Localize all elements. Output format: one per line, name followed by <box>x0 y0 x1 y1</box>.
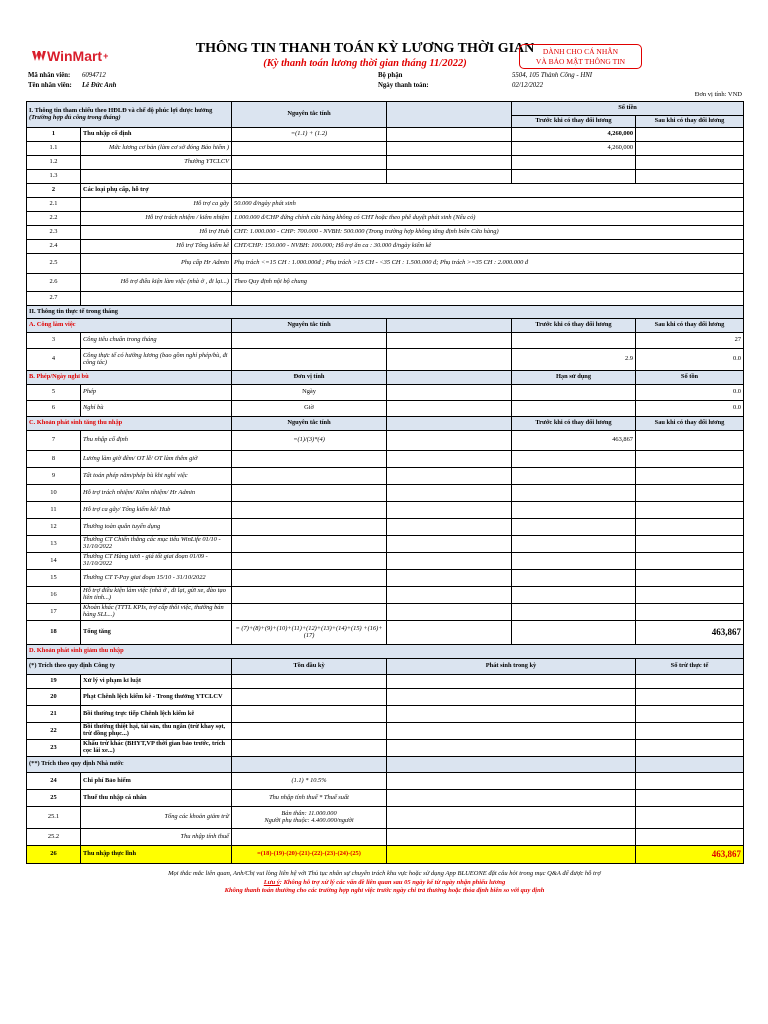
cell <box>636 604 744 621</box>
cell: Bản thân: 11.000.000 Người phụ thuộc: 4.400.000/người <box>232 807 387 829</box>
cell: Tổng các khoản giảm trừ <box>81 807 232 829</box>
cell: 22 <box>27 723 81 740</box>
empty-cell <box>387 431 512 451</box>
cell <box>232 184 744 198</box>
cell: 10 <box>27 485 81 502</box>
section1-title-note: (Trường hợp đủ công trong tháng) <box>29 113 121 121</box>
cell: A. Công làm việc <box>27 319 232 333</box>
section1-title-text: I. Thông tin tham chiếu theo HĐLĐ và chế độ phúc lợi được hưởng <box>29 106 213 114</box>
cell: (**) Trích theo quy định Nhà nước <box>27 757 232 773</box>
table-row <box>27 184 744 198</box>
cell: 1 <box>27 128 81 142</box>
table-row <box>27 689 744 706</box>
cell: 0.0 <box>636 349 744 371</box>
cell <box>636 485 744 502</box>
empty-cell <box>232 757 387 773</box>
empty-cell <box>387 485 512 502</box>
table-row <box>27 212 744 226</box>
cell <box>512 536 636 553</box>
cell <box>512 468 636 485</box>
cell <box>636 468 744 485</box>
cell: 0.0 <box>636 385 744 401</box>
confidential-badge <box>519 44 642 69</box>
cell: Công thực tế có hưởng lương (bao gồm nghỉ phép/bù, đi công tác) <box>81 349 232 371</box>
empty-cell <box>387 773 636 790</box>
empty-cell <box>387 757 636 773</box>
cell: Thu nhập thực lĩnh <box>81 846 232 864</box>
cell: 463,867 <box>636 621 744 645</box>
cell: 23 <box>27 740 81 757</box>
cell: 24 <box>27 773 81 790</box>
empty-cell <box>387 790 636 807</box>
cell <box>636 570 744 587</box>
table-row <box>27 706 744 723</box>
emp-name-label: Tên nhân viên: <box>28 82 72 89</box>
emp-id-label: Mã nhân viên: <box>28 72 71 79</box>
section-b-header <box>27 371 744 385</box>
cell: Hỗ trợ ca gãy/ Tổng kiểm kê/ Hub <box>81 502 232 519</box>
cell: Nguyên tắc tính <box>232 102 387 128</box>
cell <box>512 587 636 604</box>
cell <box>636 128 744 142</box>
table-row <box>27 156 744 170</box>
cell: 26 <box>27 846 81 864</box>
table-row <box>27 536 744 553</box>
table-row <box>27 773 744 790</box>
empty-cell <box>387 536 512 553</box>
cell <box>232 468 387 485</box>
cell: 20 <box>27 689 81 706</box>
cell: 2.1 <box>27 198 81 212</box>
cell: Sau khi có thay đổi lương <box>636 417 744 431</box>
empty-cell <box>636 740 744 757</box>
empty-cell <box>387 417 512 431</box>
emp-name: Lê Đức Anh <box>82 82 117 89</box>
table-row <box>27 431 744 451</box>
cell <box>636 170 744 184</box>
cell: D. Khoản phát sinh giảm thu nhập <box>27 645 744 659</box>
cell: 25.1 <box>27 807 81 829</box>
cell: Đơn vị tính <box>232 371 387 385</box>
table-row <box>27 385 744 401</box>
empty-cell <box>636 675 744 689</box>
table-row <box>27 570 744 587</box>
winmart-logo-icon <box>32 50 46 62</box>
empty-cell <box>387 401 512 417</box>
cell <box>512 451 636 468</box>
footer-contact <box>26 870 743 877</box>
cell: Trước khi có thay đổi lương <box>512 116 636 128</box>
cell <box>81 170 232 184</box>
cell: 7 <box>27 431 81 451</box>
cell <box>636 587 744 604</box>
cell: 2.7 <box>27 292 81 306</box>
empty-cell <box>387 102 512 128</box>
dept-label: Bộ phận <box>378 72 403 79</box>
cell: 4,260,000 <box>512 128 636 142</box>
table-row <box>27 675 744 689</box>
cell: =(1)/(3)*(4) <box>232 431 387 451</box>
cell: 2.3 <box>27 226 81 240</box>
cell <box>512 519 636 536</box>
table-row <box>27 790 744 807</box>
cell: 1.2 <box>27 156 81 170</box>
cell: Phụ cấp Hr Admin <box>81 254 232 274</box>
cell <box>512 570 636 587</box>
empty-cell <box>387 689 636 706</box>
cell <box>232 587 387 604</box>
empty-cell <box>387 807 636 829</box>
dept: 5504, 105 Thành Công - HNI <box>512 72 593 79</box>
cell: Thuế thu nhập cá nhân <box>81 790 232 807</box>
empty-cell <box>387 156 512 170</box>
cell: Số trừ thực tế <box>636 659 744 675</box>
cell: Hỗ trợ trách nhiệm / kiêm nhiệm <box>81 212 232 226</box>
footer-line1: Mọi thắc mắc liên quan, Anh/Chị vui lòng liên hệ với Thủ tục nhân sự chuyên trách khu vực hoặc sử dụng App BLUEONE đặt câu hỏi trong mục Q&A để được hỗ trợ <box>168 870 601 877</box>
cell <box>512 170 636 184</box>
emp-id: 6094712 <box>82 72 106 79</box>
empty-cell <box>636 723 744 740</box>
cell: 27 <box>636 333 744 349</box>
empty-cell <box>387 621 512 645</box>
cell: Hỗ trợ trách nhiệm/ Kiêm nhiệm/ Hr Admin <box>81 485 232 502</box>
cell: 25 <box>27 790 81 807</box>
empty-cell <box>387 502 512 519</box>
cell <box>232 156 387 170</box>
cell: 463,867 <box>512 431 636 451</box>
cell: 3 <box>27 333 81 349</box>
paydate-label: Ngày thanh toán: <box>378 82 429 89</box>
cell: Thu nhập cố định <box>81 128 232 142</box>
cell <box>636 519 744 536</box>
cell: 13 <box>27 536 81 553</box>
section-c-header <box>27 417 744 431</box>
page-subtitle: (Kỳ thanh toán lương thời gian tháng 11/2022) <box>263 58 467 69</box>
cell: Theo Quy định nội bộ chung <box>232 274 744 292</box>
conf-line1: DÀNH CHO CÁ NHÂN <box>542 47 619 56</box>
empty-cell <box>387 604 512 621</box>
section-d-sub2 <box>27 757 744 773</box>
cell: 18 <box>27 621 81 645</box>
footer-note-label: Lưu ý <box>263 879 280 886</box>
table-row <box>27 502 744 519</box>
cell: Hỗ trợ ca gãy <box>81 198 232 212</box>
cell: Giờ <box>232 401 387 417</box>
cell <box>232 142 387 156</box>
empty-cell <box>387 675 636 689</box>
cell <box>232 170 387 184</box>
table-row <box>27 349 744 371</box>
cell <box>232 349 387 371</box>
cell: Mức lương cơ bản (làm cơ sở đóng Bảo hiểm ) <box>81 142 232 156</box>
cell: Thu nhập tính thuế <box>81 829 232 846</box>
cell: Hạn sử dụng <box>512 371 636 385</box>
cell: Thưởng CT Hàng tươi - giá tốt giai đoạn 01/09 - 31/10/2022 <box>81 553 232 570</box>
empty-cell <box>387 142 512 156</box>
empty-cell <box>636 757 744 773</box>
table-row <box>27 292 744 306</box>
empty-cell <box>387 570 512 587</box>
cell: Thưởng CT T-Pay giai đoạn 15/10 - 31/10/2022 <box>81 570 232 587</box>
cell: 463,867 <box>636 846 744 864</box>
cell: 4,260,000 <box>512 142 636 156</box>
cell: 1.3 <box>27 170 81 184</box>
cell <box>232 553 387 570</box>
table-row <box>27 240 744 254</box>
brand-plus: + <box>103 51 109 61</box>
cell <box>636 502 744 519</box>
cell <box>512 485 636 502</box>
cell: Tổng tăng <box>81 621 232 645</box>
empty-cell <box>232 723 387 740</box>
cell: Sau khi có thay đổi lương <box>636 319 744 333</box>
cell: Hỗ trợ Tổng kiểm kê <box>81 240 232 254</box>
cell <box>512 401 636 417</box>
cell: Phạt Chênh lệch kiểm kê - Trong thưởng YTCLCV <box>81 689 232 706</box>
empty-cell <box>636 790 744 807</box>
table-row <box>27 226 744 240</box>
page-title: THÔNG TIN THANH TOÁN KỲ LƯƠNG THỜI GIAN <box>195 41 535 56</box>
cell: II. Thông tin thực tế trong tháng <box>27 306 744 319</box>
table-row <box>27 198 744 212</box>
table-row <box>27 333 744 349</box>
empty-cell <box>232 675 387 689</box>
cell: Nghỉ bù <box>81 401 232 417</box>
cell: Thu nhập tính thuế * Thuế suất <box>232 790 387 807</box>
cell: Chi phí Bảo hiểm <box>81 773 232 790</box>
cell: Tất toán phép năm/phép bù khi nghỉ việc <box>81 468 232 485</box>
empty-cell <box>387 829 636 846</box>
cell: 2.2 <box>27 212 81 226</box>
cell: Phụ trách <=15 CH : 1.000.000đ ; Phụ trách >15 CH - <35 CH : 1.500.000 đ; Phụ trách >=35 CH : 2.000.000 đ <box>232 254 744 274</box>
section1-header <box>27 102 744 116</box>
cell: 50.000 đ/ngày phát sinh <box>232 198 744 212</box>
paydate: 02/12/2022 <box>512 82 543 89</box>
cell: Sau khi có thay đổi lương <box>636 116 744 128</box>
cell <box>232 485 387 502</box>
table-row <box>27 401 744 417</box>
cell <box>512 385 636 401</box>
cell: 5 <box>27 385 81 401</box>
brand-logo <box>32 48 108 64</box>
table-row <box>27 274 744 292</box>
section1-title <box>27 102 232 128</box>
empty-cell <box>387 706 636 723</box>
cell: 16 <box>27 587 81 604</box>
empty-cell <box>387 451 512 468</box>
cell <box>232 292 744 306</box>
empty-cell <box>387 385 512 401</box>
cell <box>232 536 387 553</box>
cell: 1.1 <box>27 142 81 156</box>
table-row <box>27 553 744 570</box>
empty-cell <box>636 689 744 706</box>
table-row <box>27 740 744 757</box>
section-d-header <box>27 645 744 659</box>
footer-note <box>26 879 743 886</box>
cell: 19 <box>27 675 81 689</box>
cell: Bồi thường trực tiếp Chênh lệch kiểm kê <box>81 706 232 723</box>
empty-cell <box>387 170 512 184</box>
total-row <box>27 621 744 645</box>
cell: 2.4 <box>27 240 81 254</box>
cell: Số tiền <box>512 102 744 116</box>
empty-cell <box>387 740 636 757</box>
cell: B. Phép/Ngày nghỉ bù <box>27 371 232 385</box>
cell <box>636 142 744 156</box>
table-row <box>27 170 744 184</box>
table-row <box>27 807 744 829</box>
empty-cell <box>232 740 387 757</box>
cell: 2.6 <box>27 274 81 292</box>
empty-cell <box>387 371 512 385</box>
cell: = (7)+(8)+(9)+(10)+(11)+(12)+(13)+(14)+(15) +(16)+(17) <box>232 621 387 645</box>
footer-line2: : Không hỗ trợ xử lý các vấn đề liên quan sau 05 ngày kể từ ngày nhận phiếu lương <box>279 879 506 886</box>
cell: 6 <box>27 401 81 417</box>
cell: 2 <box>27 184 81 198</box>
cell <box>232 502 387 519</box>
cell <box>636 536 744 553</box>
cell: CHT: 1.000.000 - CHP: 700.000 - NVBH: 500.000 (Trong trường hợp không tăng định biên Cửa hàng) <box>232 226 744 240</box>
cell: 2.5 <box>27 254 81 274</box>
empty-cell <box>636 807 744 829</box>
cell: CHT/CHP: 150.000 - NVBH: 100.000; Hỗ trợ ăn ca : 30.000 đ/ngày kiểm kê <box>232 240 744 254</box>
empty-cell <box>387 587 512 604</box>
cell <box>232 519 387 536</box>
cell: =(18)-(19)-(20)-(21)-(22)-(23)-(24)-(25) <box>232 846 387 864</box>
table-row <box>27 723 744 740</box>
cell <box>232 333 387 349</box>
cell: 2.9 <box>512 349 636 371</box>
cell <box>512 604 636 621</box>
empty-cell <box>387 128 512 142</box>
cell: 11 <box>27 502 81 519</box>
table-row <box>27 519 744 536</box>
empty-cell <box>512 621 636 645</box>
cell <box>232 604 387 621</box>
cell <box>636 431 744 451</box>
cell: Số tồn <box>636 371 744 385</box>
cell: 25.2 <box>27 829 81 846</box>
cell: 9 <box>27 468 81 485</box>
section-a-header <box>27 319 744 333</box>
cell: (*) Trích theo quy định Công ty <box>27 659 232 675</box>
cell: 21 <box>27 706 81 723</box>
cell <box>512 156 636 170</box>
section2-header <box>27 306 744 319</box>
currency-unit: Đơn vị tính: VND <box>694 91 742 98</box>
table-row <box>27 485 744 502</box>
table-row <box>27 604 744 621</box>
cell: =(1.1) + (1.2) <box>232 128 387 142</box>
empty-cell <box>636 829 744 846</box>
cell: 0.0 <box>636 401 744 417</box>
cell: 4 <box>27 349 81 371</box>
section-d-sub1 <box>27 659 744 675</box>
cell <box>512 502 636 519</box>
cell: Phát sinh trong kỳ <box>387 659 636 675</box>
table-row <box>27 829 744 846</box>
footer-line3: Không thanh toán thưởng cho các trường hợp nghỉ việc trước ngày chi trả thưởng hoặc thỏa định biên so với quy định <box>224 887 545 894</box>
cell: Thu nhập cố định <box>81 431 232 451</box>
cell: Khấu trừ khác (BHYT,VP thời gian bảo trước, trích cọc lái xe...) <box>81 740 232 757</box>
empty-cell <box>387 333 512 349</box>
empty-cell <box>232 706 387 723</box>
cell: C. Khoản phát sinh tăng thu nhập <box>27 417 232 431</box>
empty-cell <box>232 689 387 706</box>
cell: Nguyên tắc tính <box>232 417 387 431</box>
cell: Tồn đầu kỳ <box>232 659 387 675</box>
cell: Hỗ trợ Hub <box>81 226 232 240</box>
cell: Phép <box>81 385 232 401</box>
cell: Trước khi có thay đổi lương <box>512 417 636 431</box>
cell: (1.1) * 10.5% <box>232 773 387 790</box>
cell <box>636 553 744 570</box>
cell: 8 <box>27 451 81 468</box>
empty-cell <box>387 319 512 333</box>
cell: Khoản khác (TTTL KPIs, trợ cấp thôi việc, thưởng bán hàng SLL...) <box>81 604 232 621</box>
cell: Thưởng CT Chiến thắng các mục tiêu WinLife 01/10 - 31/10/2022 <box>81 536 232 553</box>
empty-cell <box>636 773 744 790</box>
cell <box>232 829 387 846</box>
empty-cell <box>387 553 512 570</box>
table-row <box>27 587 744 604</box>
cell: Công tiêu chuẩn trong tháng <box>81 333 232 349</box>
cell <box>636 451 744 468</box>
cell <box>512 333 636 349</box>
cell: 12 <box>27 519 81 536</box>
cell: Thưởng YTCLCV <box>81 156 232 170</box>
table-row <box>27 468 744 485</box>
cell: Trước khi có thay đổi lương <box>512 319 636 333</box>
cell: 15 <box>27 570 81 587</box>
table-row <box>27 451 744 468</box>
empty-cell <box>387 519 512 536</box>
cell <box>232 451 387 468</box>
table-row <box>27 254 744 274</box>
cell: Thưởng toàn quân tuyển dụng <box>81 519 232 536</box>
cell: 17 <box>27 604 81 621</box>
cell: Ngày <box>232 385 387 401</box>
conf-line2: VÀ BẢO MẬT THÔNG TIN <box>535 57 626 66</box>
empty-cell <box>387 468 512 485</box>
cell: Hỗ trợ điều kiện làm việc (nhà ở , đi lại, gửi xe, đào tạo liên tỉnh...) <box>81 587 232 604</box>
cell: Các loại phụ cấp, hỗ trợ <box>81 184 232 198</box>
cell: 1.000.000 đ/CHP đứng chính cửa hàng không có CHT hoặc theo phê duyệt phát sinh (Nếu có) <box>232 212 744 226</box>
cell <box>81 292 232 306</box>
empty-cell <box>387 349 512 371</box>
net-income-row <box>27 846 744 864</box>
cell: Hỗ trợ điều kiện làm việc (nhà ở , đi lại...) <box>81 274 232 292</box>
cell: Xử lý vi phạm kỉ luật <box>81 675 232 689</box>
empty-cell <box>387 723 636 740</box>
table-row <box>27 128 744 142</box>
cell: Bồi thường thiệt hại, tài sản, thu ngân (trừ khay sọt, trừ đồng phục...) <box>81 723 232 740</box>
cell: Lương làm giờ đêm/ OT lễ/ OT làm thêm giờ <box>81 451 232 468</box>
empty-cell <box>387 846 636 864</box>
payslip-table <box>26 101 744 864</box>
brand-name: WinMart <box>47 48 103 64</box>
cell <box>636 156 744 170</box>
cell <box>512 553 636 570</box>
cell: 14 <box>27 553 81 570</box>
cell <box>232 570 387 587</box>
empty-cell <box>636 706 744 723</box>
table-row <box>27 142 744 156</box>
cell: Nguyên tắc tính <box>232 319 387 333</box>
